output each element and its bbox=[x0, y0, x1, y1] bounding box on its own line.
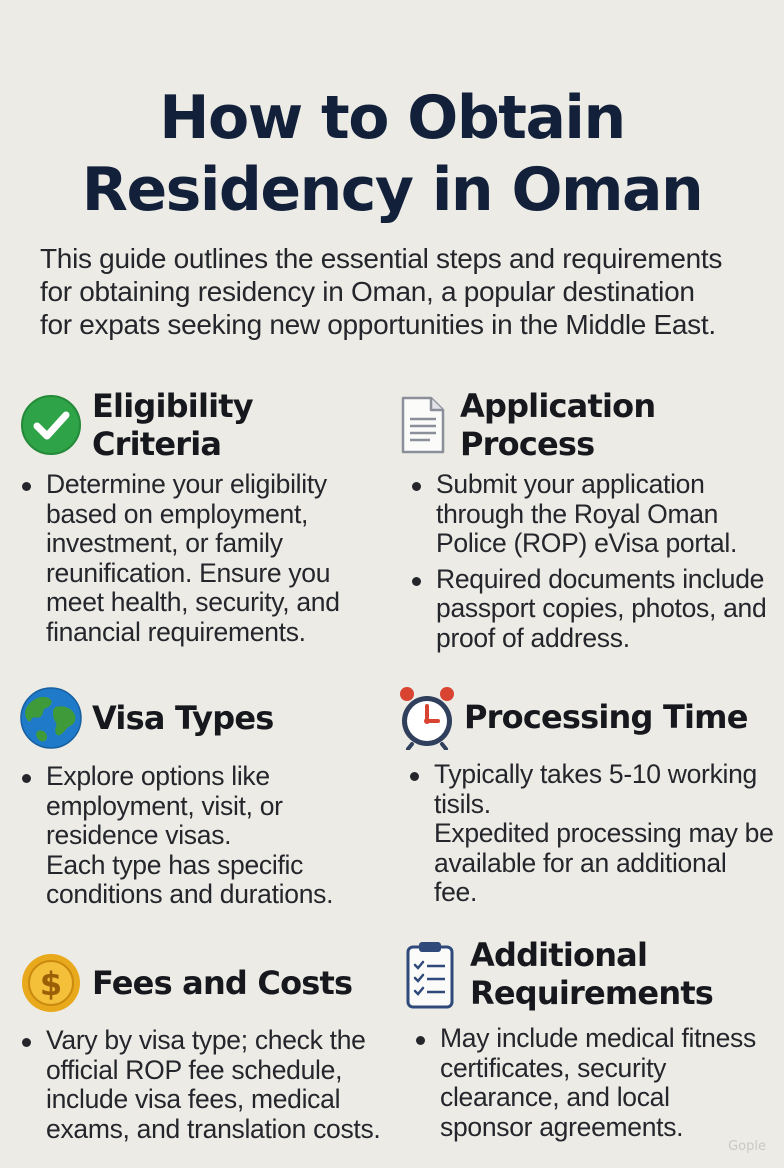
list-item-line: investment, or family bbox=[46, 528, 283, 558]
list-item-line: Police (ROP) eVisa portal. bbox=[436, 528, 738, 558]
list-item-line: tisils. bbox=[434, 788, 491, 819]
list-item bbox=[20, 470, 380, 647]
section-application-list bbox=[410, 470, 778, 653]
list-item-line: through the Royal Oman bbox=[436, 498, 719, 529]
list-item-line: based on employment, bbox=[46, 498, 309, 529]
section-additional bbox=[404, 936, 778, 1142]
list-item-line: sponsor agreements. bbox=[440, 1111, 684, 1142]
list-item-line: Required documents include bbox=[436, 563, 765, 594]
list-item-line: Vary by visa type; check the bbox=[46, 1025, 366, 1055]
section-eligibility-header bbox=[20, 387, 380, 463]
list-item-line: include visa fees, medical bbox=[46, 1084, 341, 1114]
intro-line-1: This guide outlines the essential steps and requirements bbox=[40, 243, 723, 274]
list-item-line: Each type has specific bbox=[46, 849, 304, 880]
globe-icon bbox=[20, 686, 82, 750]
section-fees bbox=[20, 952, 390, 1144]
section-fees-list bbox=[20, 1026, 390, 1144]
section-processing-header bbox=[398, 684, 778, 750]
list-item bbox=[414, 1024, 778, 1142]
list-item-line: certificates, security bbox=[440, 1052, 667, 1083]
section-processing-list bbox=[408, 760, 778, 908]
list-item-line: Submit your application bbox=[436, 469, 705, 499]
list-item-line: exams, and translation costs. bbox=[46, 1113, 381, 1144]
dollar-coin-icon bbox=[20, 952, 82, 1014]
list-item bbox=[410, 470, 778, 559]
list-item-line: financial requirements. bbox=[46, 616, 306, 647]
section-eligibility bbox=[20, 387, 380, 647]
intro-line-3: for expats seeking new opportunities in the Middle East. bbox=[40, 309, 716, 340]
list-item-line: May include medical fitness bbox=[440, 1023, 756, 1053]
section-additional-title-line-1: Additional bbox=[470, 936, 648, 974]
section-processing-title: Processing Time bbox=[464, 698, 748, 736]
list-item-line: conditions and durations. bbox=[46, 879, 334, 909]
section-application-title: Application Process bbox=[460, 387, 656, 463]
list-item-line: official ROP fee schedule, bbox=[46, 1054, 343, 1085]
alarm-clock-icon bbox=[398, 684, 456, 750]
check-circle-icon bbox=[20, 394, 82, 456]
clipboard-checklist-icon bbox=[404, 937, 456, 1011]
section-processing bbox=[398, 684, 778, 908]
list-item bbox=[408, 760, 778, 908]
section-additional-title bbox=[470, 936, 713, 1012]
list-item-line: reunification. Ensure you bbox=[46, 557, 331, 588]
svg-text:$: $ bbox=[39, 965, 63, 1003]
list-item bbox=[20, 1026, 390, 1144]
list-item-line: available for an additional bbox=[434, 847, 727, 878]
list-item-line: fee. bbox=[434, 877, 478, 907]
list-item bbox=[410, 565, 778, 654]
section-visa bbox=[20, 686, 380, 910]
section-visa-list bbox=[20, 762, 380, 910]
title-line-2: Residency in Oman bbox=[81, 155, 703, 225]
list-item-line: Determine your eligibility bbox=[46, 469, 327, 499]
section-eligibility-title: Eligibility Criteria bbox=[92, 387, 253, 463]
list-item-line: meet health, security, and bbox=[46, 587, 340, 617]
list-item-line: residence visas. bbox=[46, 820, 232, 850]
section-eligibility-list bbox=[20, 470, 380, 647]
watermark: Gople bbox=[728, 1139, 766, 1154]
section-additional-list bbox=[414, 1024, 778, 1142]
title-line-1: How to Obtain bbox=[159, 83, 625, 153]
intro-paragraph bbox=[40, 242, 760, 341]
document-icon bbox=[398, 394, 448, 456]
list-item-line: Expedited processing may be bbox=[434, 818, 774, 848]
list-item-line: Explore options like bbox=[46, 761, 270, 791]
list-item-line: proof of address. bbox=[436, 622, 630, 653]
section-visa-header bbox=[20, 686, 380, 750]
section-fees-header bbox=[20, 952, 390, 1014]
section-visa-title: Visa Types bbox=[92, 699, 274, 737]
list-item-line: Typically takes 5-10 working bbox=[434, 759, 757, 789]
intro-line-2: for obtaining residency in Oman, a popular destination bbox=[40, 276, 695, 307]
list-item bbox=[20, 762, 380, 910]
section-fees-title: Fees and Costs bbox=[92, 964, 353, 1002]
page-title bbox=[0, 82, 784, 226]
section-application-header bbox=[398, 387, 778, 463]
list-item-line: employment, visit, or bbox=[46, 790, 283, 821]
section-application bbox=[398, 387, 778, 653]
list-item-line: clearance, and local bbox=[440, 1082, 670, 1112]
section-additional-header bbox=[404, 936, 778, 1012]
list-item-line: passport copies, photos, and bbox=[436, 593, 767, 623]
section-additional-title-line-2: Requirements bbox=[470, 974, 714, 1012]
